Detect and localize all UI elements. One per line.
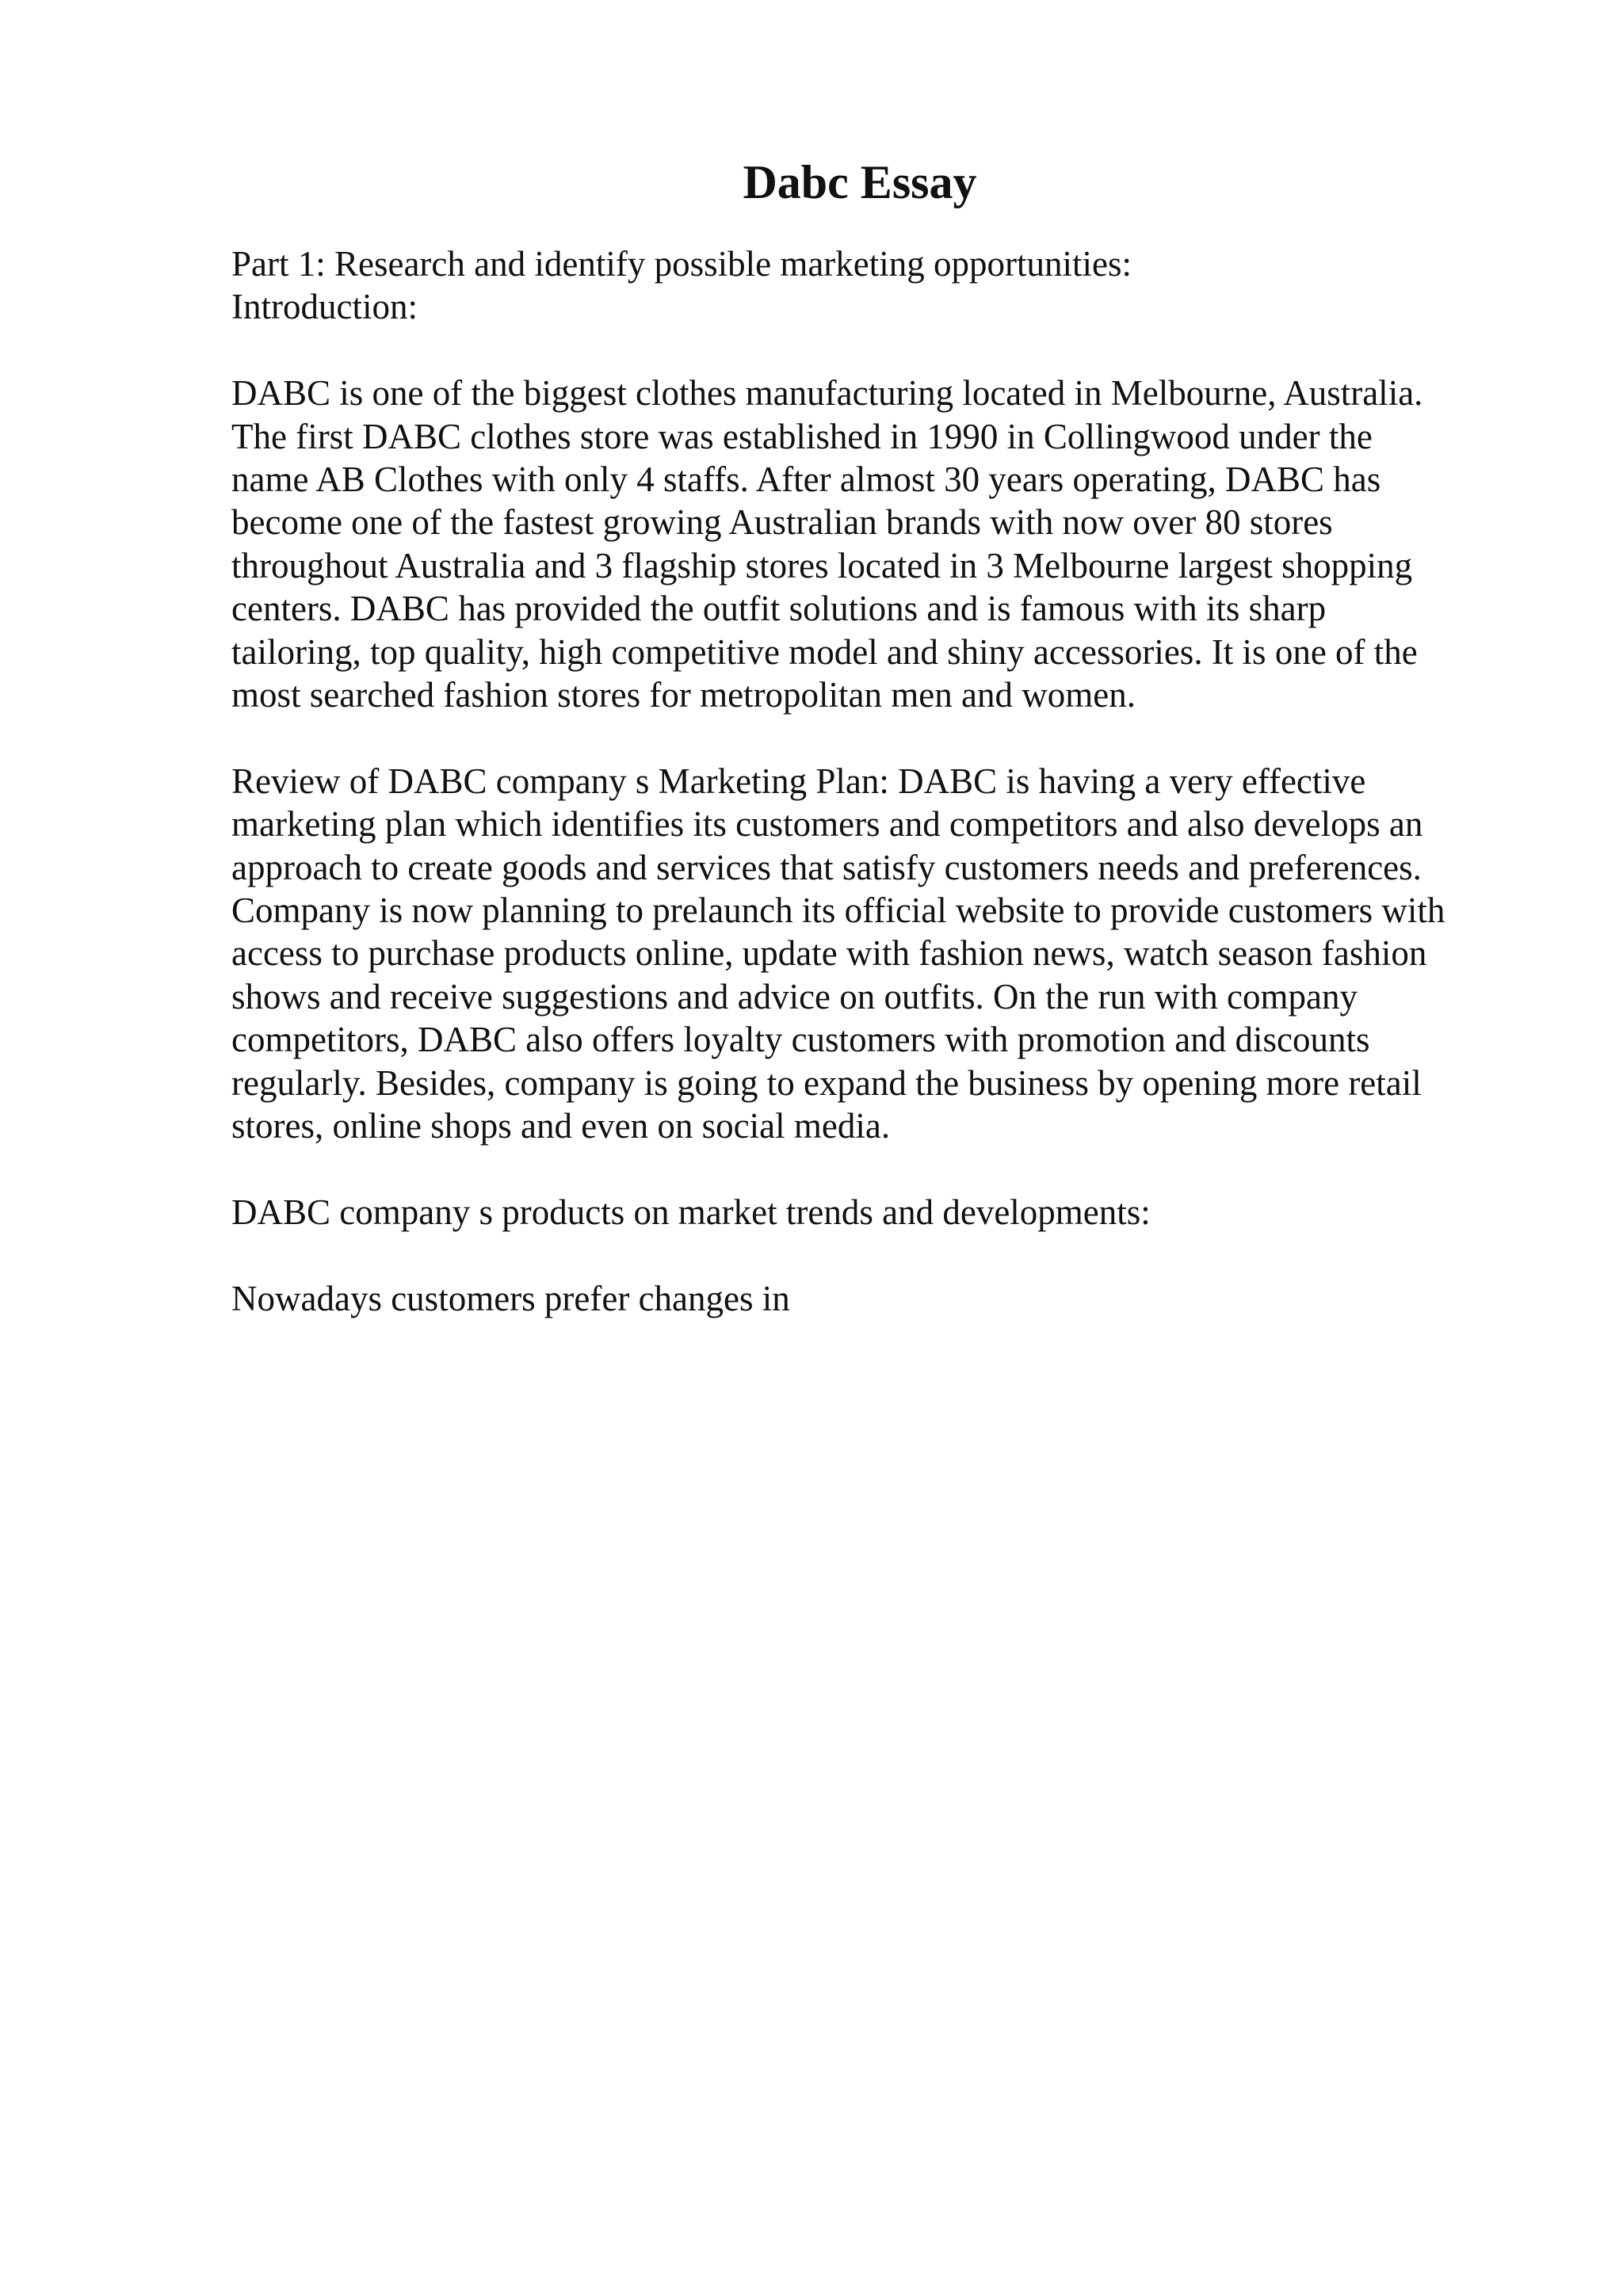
products-paragraph [231, 1191, 1594, 1234]
introduction-label: Introduction: [231, 287, 418, 327]
trends-line: Nowadays customers prefer changes in [231, 1278, 790, 1318]
products-heading: DABC company s products on market trends and developments: [231, 1192, 1151, 1232]
text-line: The first DABC clothes store was established in 1990 in Collingwood under the [231, 416, 1373, 456]
document-title: Dabc Essay [743, 156, 977, 208]
text-line: DABC is one of the biggest clothes manufacturing located in Melbourne, Australia. [231, 373, 1423, 414]
text-line: regularly. Besides, company is going to expand the business by opening more retail [231, 1062, 1422, 1103]
text-line: approach to create goods and services that satisfy customers needs and preferences. [231, 847, 1422, 887]
intro-paragraph [231, 372, 1594, 716]
text-line: shows and receive suggestions and advice on outfits. On the run with company [231, 976, 1358, 1016]
text-line: access to purchase products online, update with fashion news, watch season fashion [231, 933, 1427, 974]
text-line: marketing plan which identifies its customers and competitors and also develops an [231, 804, 1423, 845]
trends-paragraph [231, 1277, 1594, 1320]
text-line: throughout Australia and 3 flagship stores located in 3 Melbourne largest shopping [231, 545, 1413, 585]
text-line: Company is now planning to prelaunch its official website to provide customers with [231, 891, 1445, 931]
part-heading: Part 1: Research and identify possible marketing opportunities: [231, 244, 1132, 284]
text-line: competitors, DABC also offers loyalty customers with promotion and discounts [231, 1020, 1370, 1060]
review-paragraph [231, 760, 1594, 1148]
document-body [231, 242, 1594, 1363]
text-line: name AB Clothes with only 4 staffs. After almost 30 years operating, DABC has [231, 460, 1381, 500]
section-heading [231, 242, 1594, 329]
text-line: become one of the fastest growing Australian brands with now over 80 stores [231, 502, 1333, 543]
text-line: centers. DABC has provided the outfit solutions and is famous with its sharp [231, 589, 1327, 629]
text-line: Review of DABC company s Marketing Plan: DABC is having a very effective [231, 761, 1366, 801]
text-line: tailoring, top quality, high competitive model and shiny accessories. It is one of the [231, 631, 1418, 672]
text-line: most searched fashion stores for metropolitan men and women. [231, 675, 1136, 715]
text-line: stores, online shops and even on social media. [231, 1106, 891, 1146]
